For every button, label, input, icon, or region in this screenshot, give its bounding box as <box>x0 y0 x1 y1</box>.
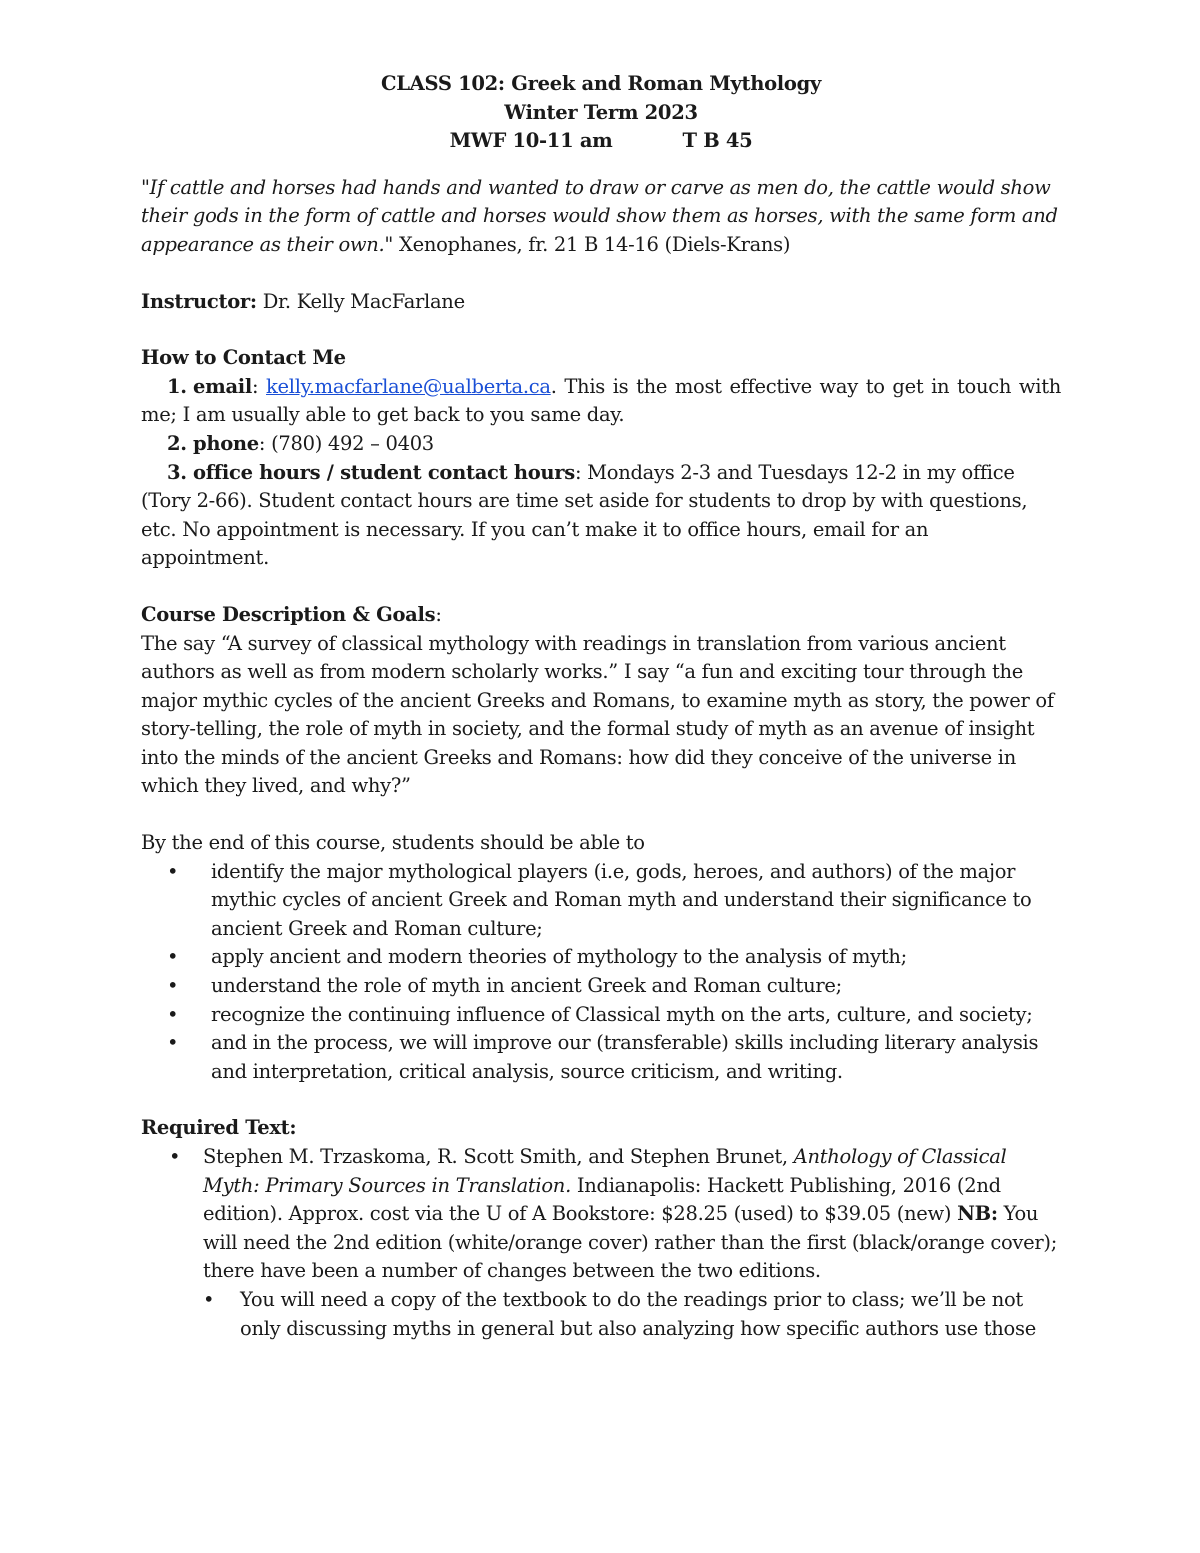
list-item <box>141 1029 1061 1086</box>
list-item <box>141 1286 1061 1343</box>
goals-list <box>141 858 1061 1087</box>
description-heading-line <box>141 601 1061 630</box>
book-authors: Stephen M. Trzaskoma, R. Scott Smith, and Stephen Brunet, <box>203 1145 794 1168</box>
contact-list <box>141 373 1061 573</box>
contact-text: : Mondays 2-3 and Tuesdays 12-2 in my office (Tory 2-66). Student contact hours are time set aside for students to drop by with questions, etc. No appointment is necessary. If you can’t make it to office hours, email for an appointment. <box>141 460 1028 570</box>
list-number: 3. <box>167 460 187 484</box>
sub-note: You will need a copy of the textbook to do the readings prior to class; we’ll be not only discussing myths in general but also analyzing how specific authors use those <box>240 1287 1036 1340</box>
goal-text: apply ancient and modern theories of mythology to the analysis of myth; <box>211 945 907 969</box>
required-text-list <box>141 1143 1061 1286</box>
epigraph <box>141 174 1061 260</box>
separator: : <box>252 374 267 398</box>
schedule-room: T B 45 <box>682 129 753 153</box>
contact-heading: How to Contact Me <box>141 346 346 370</box>
bullet: • <box>167 859 179 883</box>
bullet: • <box>167 1031 179 1055</box>
bullet: • <box>167 974 179 998</box>
description-section <box>141 601 1061 1087</box>
bullet: • <box>167 1002 179 1026</box>
list-item <box>141 1143 1061 1286</box>
term-line: Winter Term 2023 <box>504 100 698 124</box>
required-text-heading: Required Text: <box>141 1116 297 1140</box>
epigraph-quote: "If cattle and horses had hands and wanted to draw or carve as men do, the cattle would show their gods in the form of cattle and horses would show them as horses, with the same form and appearance as their own." <box>141 175 1058 256</box>
book-title: Anthology of Classical Myth: Primary Sources in Translation. <box>203 1145 1007 1197</box>
required-text-sublist <box>141 1286 1061 1343</box>
syllabus-document <box>141 70 1061 1343</box>
instructor-label: Instructor: <box>141 289 257 313</box>
contact-item-phone <box>141 430 1061 459</box>
contact-text: . This is the most effective way to get in touch with me; I am usually able to get back to you same day. <box>141 374 1061 427</box>
description-heading: Course Description & Goals <box>141 602 436 626</box>
email-link[interactable]: kelly.macfarlane@ualberta.ca <box>266 374 551 398</box>
goal-text: identify the major mythological players (i.e, gods, heroes, and authors) of the major mythic cycles of ancient Greek and Roman myth and understand their significance to ancient Greek and Roman culture; <box>211 859 1032 940</box>
description-paragraph: The say “A survey of classical mythology with readings in translation from various ancient authors as well as from modern scholarly works.” I say “a fun and exciting tour through the major mythic cycles of the ancient Greeks and Romans, to examine myth as story, the power of story-telling, the role of myth in society, and the formal study of myth as an avenue of insight into the minds of the ancient Greeks and Romans: how did they conceive of the universe in which they lived, and why?” <box>141 631 1054 798</box>
bullet: • <box>203 1287 215 1311</box>
goal-text: recognize the continuing influence of Classical myth on the arts, culture, and society; <box>211 1002 1033 1026</box>
list-item <box>141 972 1061 1001</box>
goal-text: understand the role of myth in ancient Greek and Roman culture; <box>211 974 842 998</box>
course-title: CLASS 102: Greek and Roman Mythology <box>381 72 821 95</box>
epigraph-citation: Xenophanes, fr. 21 B 14-16 (Diels-Krans) <box>393 232 791 256</box>
contact-item-office-hours <box>141 459 1061 573</box>
required-text-section <box>141 1114 1061 1343</box>
goal-text: and in the process, we will improve our (transferable) skills including literary analysis and interpretation, critical analysis, source criticism, and writing. <box>211 1031 1039 1083</box>
contact-text: : (780) 492 – 0403 <box>258 431 434 455</box>
nb-text: You will need the 2nd edition (white/orange cover) rather than the first (black/orange cover); there have been a number of changes between the two editions. <box>203 1202 1057 1283</box>
list-item <box>141 943 1061 972</box>
bullet: • <box>169 1145 181 1168</box>
goals-intro: By the end of this course, students should be able to <box>141 831 645 855</box>
contact-label: phone <box>193 431 259 455</box>
list-item <box>141 1001 1061 1030</box>
contact-label: office hours / student contact hours <box>193 460 575 484</box>
book-details: Indianapolis: Hackett Publishing, 2016 (2nd edition). Approx. cost via the U of A Bookstore: $28.25 (used) to $39.05 (new) <box>203 1173 1001 1226</box>
schedule-line <box>141 127 1061 156</box>
list-number: 1. <box>167 374 187 398</box>
instructor-line <box>141 288 1061 317</box>
list-number: 2. <box>167 431 187 455</box>
bullet: • <box>167 945 179 969</box>
list-item <box>141 858 1061 944</box>
contact-section <box>141 344 1061 573</box>
schedule-time: MWF 10-11 am <box>449 129 613 153</box>
instructor-name: Dr. Kelly MacFarlane <box>256 289 465 313</box>
contact-label: email <box>193 374 252 398</box>
nb-label: NB: <box>957 1202 998 1226</box>
heading-colon: : <box>435 602 442 626</box>
contact-item-email <box>141 373 1061 430</box>
